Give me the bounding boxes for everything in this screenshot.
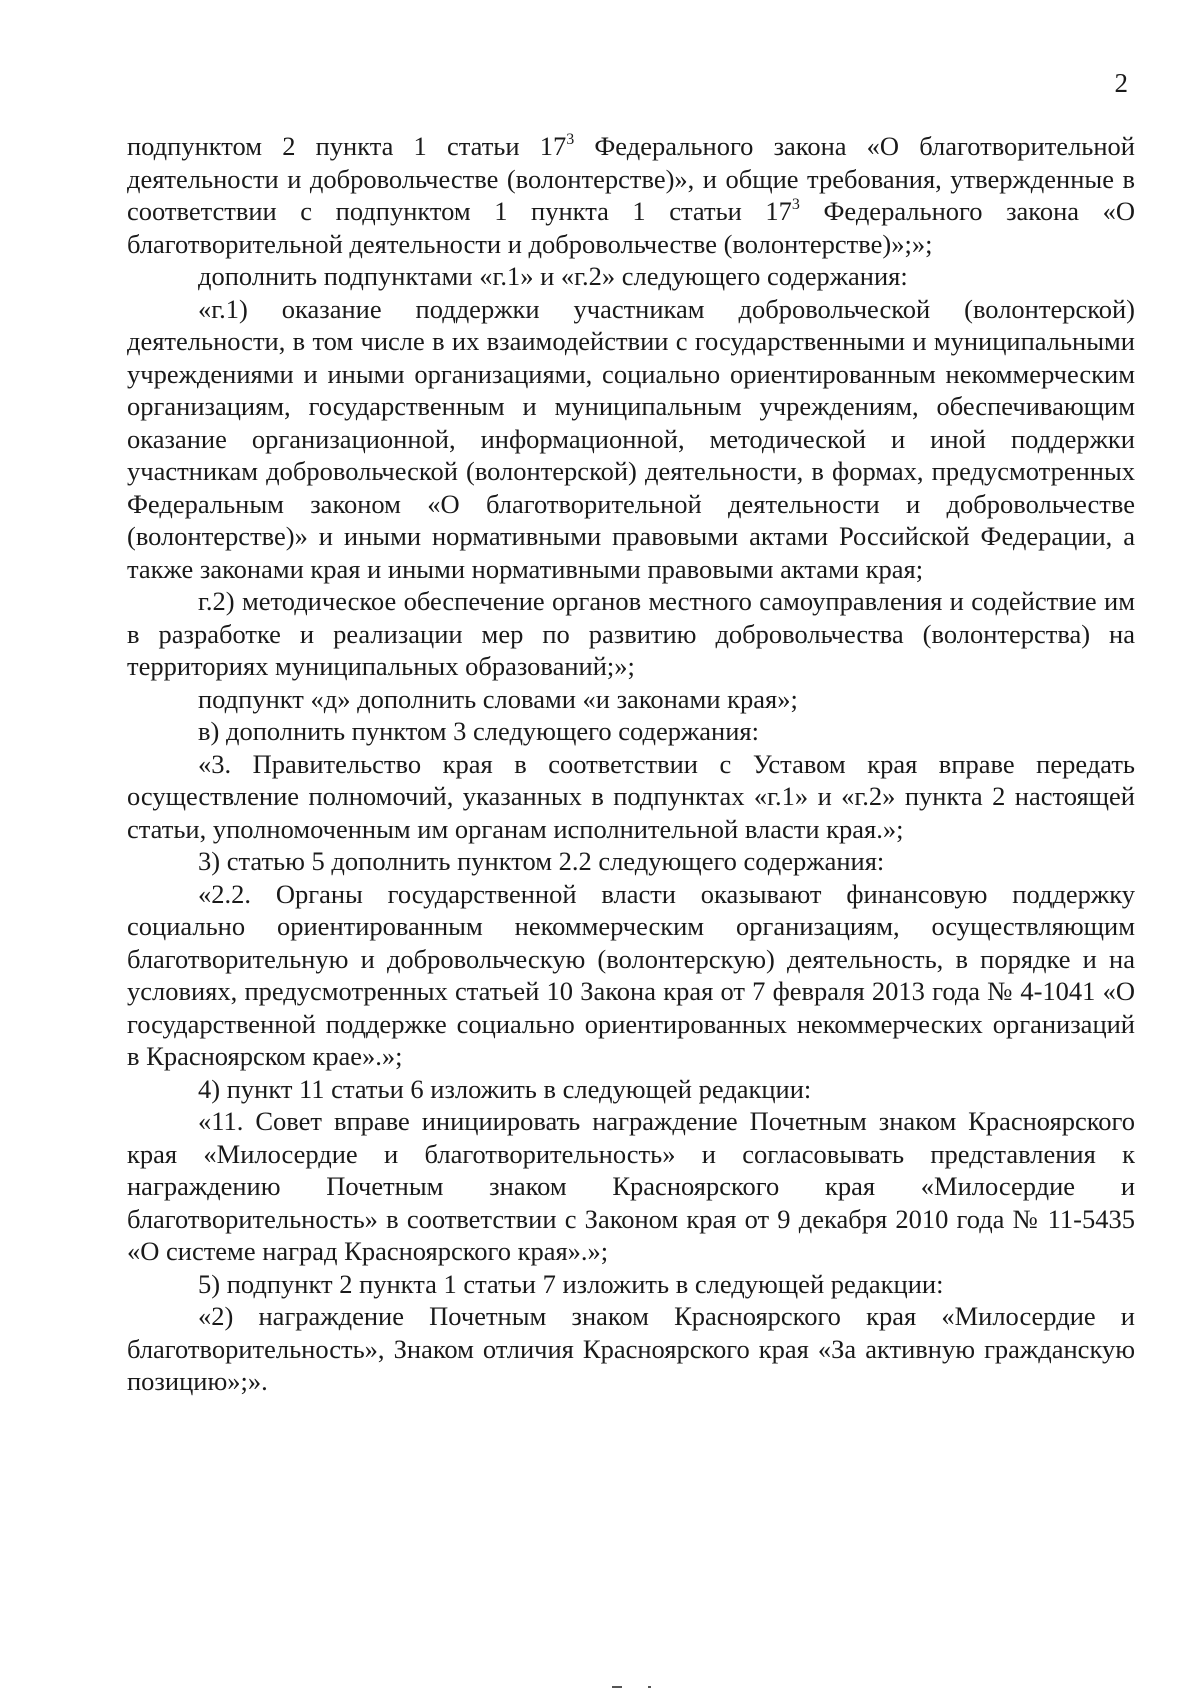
- text-segment: подпунктом 2 пункта 1 статьи 17: [127, 131, 567, 161]
- document-body: [127, 130, 1135, 1398]
- paragraph-continuation: [127, 130, 1135, 260]
- superscript: 3: [791, 196, 800, 213]
- scan-artifact: [612, 1686, 622, 1688]
- paragraph: «2) награждение Почетным знаком Красноярского края «Милосердие и благотворительность», Знаком отличия Красноярского края «За активную гражданскую позицию»;».: [127, 1301, 1135, 1396]
- paragraph: дополнить подпунктами «г.1» и «г.2» следующего содержания:: [198, 261, 908, 291]
- paragraph: 3) статью 5 дополнить пунктом 2.2 следующего содержания:: [198, 846, 885, 876]
- text-segment: Федерального закона «О благотворительной деятельности и добровольчестве (волонтерстве)», и общие требования, утвержденные в соответствии с подпунктом 1 пункта 1 статьи 17: [127, 131, 1135, 226]
- paragraph: в) дополнить пунктом 3 следующего содержания:: [198, 716, 759, 746]
- paragraph: «2.2. Органы государственной власти оказывают финансовую поддержку социально ориентированным некоммерческим организациям, осуществляющим благотворительную и добровольческую (волонтерскую) деятельность, в порядке и на условиях, предусмотренных статьей 10 Закона края от 7 февраля 2013 года № 4-1041 «О государственной поддержке социально ориентированных некоммерческих организаций в Красноярском крае».»;: [127, 878, 1135, 1071]
- paragraph: 5) подпункт 2 пункта 1 статьи 7 изложить в следующей редакции:: [198, 1268, 944, 1299]
- superscript: 3: [566, 131, 575, 148]
- paragraph: г.2) методическое обеспечение органов местного самоуправления и содействие им в разработке и реализации мер по развитию добровольчества (волонтерства) на территориях муниципальных образований;»;: [127, 586, 1135, 681]
- paragraph: «11. Совет вправе инициировать награждение Почетным знаком Красноярского края «Милосердие и благотворительность» и согласовывать представления к награждению Почетным знаком Красноярского края «Милосердие и благотворительность» в соответствии с Законом края от 9 декабря 2010 года № 11-5435 «О системе наград Красноярского края».»;: [127, 1106, 1135, 1266]
- paragraph: подпункт «д» дополнить словами «и законами края»;: [198, 683, 798, 714]
- text-segment: Федерального закона «О благотворительной деятельности и добровольчестве (волонтерстве)»;»;: [127, 196, 1135, 259]
- paragraph: 4) пункт 11 статьи 6 изложить в следующей редакции:: [198, 1073, 812, 1104]
- paragraph: «3. Правительство края в соответствии с Уставом края вправе передать осуществление полномочий, указанных в подпунктах «г.1» и «г.2» пункта 2 настоящей статьи, уполномоченным им органам исполнительной власти края.»;: [127, 748, 1135, 844]
- paragraph: «г.1) оказание поддержки участникам добровольческой (волонтерской) деятельности, в том числе в их взаимодействии с государственными и муниципальными учреждениями и иными организациями, социально ориентированным некоммерческим организациям, государственным и муниципальным учреждениям, обеспечивающим оказание организационной, информационной, методической и иной поддержки участникам добровольческой (волонтерской) деятельности, в формах, предусмотренных Федеральным законом «О благотворительной деятельности и добровольчестве (волонтерстве)» и иными нормативными правовыми актами Российской Федерации, а также законами края и иными нормативными правовыми актами края;: [127, 293, 1135, 584]
- page-number: 2: [1114, 68, 1128, 98]
- scan-artifact: [648, 1686, 651, 1688]
